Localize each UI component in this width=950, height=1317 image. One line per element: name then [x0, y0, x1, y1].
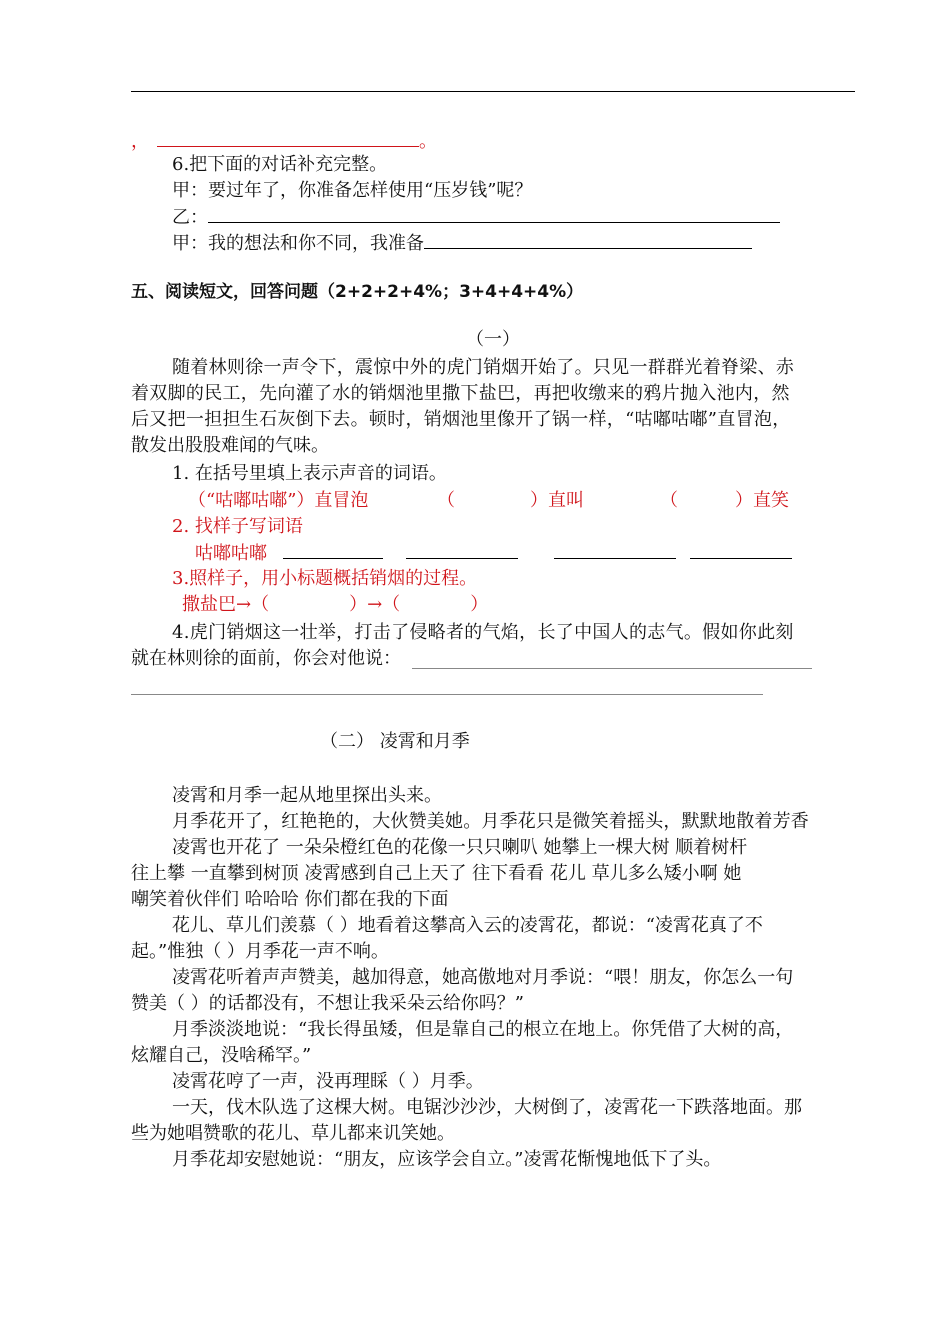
p1-q4-answer-rule-1[interactable]: [412, 668, 812, 669]
passage2-line-10: 月季淡淡地说：“我长得虽矮，但是靠自己的根立在地上。你凭借了大树的高，: [172, 1019, 794, 1040]
p1-q2-blank-4[interactable]: [690, 540, 792, 559]
p1-q2-blank-2[interactable]: [406, 540, 518, 559]
comma: ，: [131, 131, 149, 152]
p1-q1-item-2a: （: [437, 490, 455, 511]
p1-q4-line-1: 4.虎门销烟这一壮举，打击了侵略者的气焰，长了中国人的志气。假如你此刻: [172, 622, 794, 643]
passage1-line-2: 着双脚的民工，先向灌了水的销烟池里撒下盐巴，再把收缴来的鸦片抛入池内，然: [131, 383, 790, 404]
passage2-line-14: 些为她唱赞歌的花儿、草儿都来讥笑她。: [131, 1123, 455, 1144]
q6-title: 6.把下面的对话补充完整。: [172, 154, 388, 175]
passage2-line-9: 赞美（ ）的话都没有，不想让我采朵云给你吗？”: [131, 993, 524, 1014]
p1-q2-blank-1[interactable]: [283, 540, 383, 559]
passage2-line-6: 花儿、草儿们羡慕（ ）地看着这攀高入云的凌霄花，都说：“凌霄花真了不: [172, 915, 763, 936]
p1-q3: 3.照样子，用小标题概括销烟的过程。: [172, 568, 478, 589]
q6-jia1: 甲：要过年了，你准备怎样使用“压岁钱”呢？: [172, 180, 533, 201]
top-rule: [131, 91, 855, 92]
passage1-line-3: 后又把一担担生石灰倒下去。顿时，销烟池里像开了锅一样，“咕嘟咕嘟”直冒泡，: [131, 409, 791, 430]
p1-q3-end: ）: [470, 594, 489, 615]
p1-q1-item-1: （“咕嘟咕嘟”）直冒泡: [188, 490, 369, 511]
q6-yi: 乙：: [172, 207, 208, 228]
answer-line-red: [131, 128, 437, 155]
passage2-line-5: 嘲笑着伙伴们 哈哈哈 你们都在我的下面: [131, 889, 449, 910]
passage2-line-13: 一天，伐木队选了这棵大树。电锯沙沙沙，大树倒了，凌霄花一下跌落地面。那: [172, 1097, 802, 1118]
p1-q2: 2. 找样子写词语: [172, 516, 303, 537]
q6-jia2: 甲：我的想法和你不同，我准备: [172, 233, 424, 254]
p1-q1: 1. 在括号里填上表示声音的词语。: [172, 463, 447, 484]
passage2-line-11: 炫耀自己，没啥稀罕。”: [131, 1045, 312, 1066]
passage1-line-4: 散发出股股难闻的气味。: [131, 435, 329, 456]
passage2-line-15: 月季花却安慰她说：“朋友，应该学会自立。”凌霄花惭愧地低下了头。: [172, 1149, 722, 1170]
p1-q3-mid: ）→（: [349, 594, 401, 615]
p1-q2-row: [195, 540, 792, 567]
passage2-line-4: 往上攀 一直攀到树顶 凌霄感到自己上天了 往下看看 花儿 草儿多么矮小啊 她: [131, 863, 742, 884]
q6-yi-blank[interactable]: [208, 204, 780, 223]
p1-q2-blank-3[interactable]: [554, 540, 676, 559]
p1-q1-item-3b: ）直笑: [735, 490, 789, 511]
p1-q3-example: 撒盐巴→（: [182, 594, 270, 615]
p1-q4-line-2: [131, 646, 401, 672]
p1-q2-example: 咕嘟咕嘟: [195, 543, 267, 564]
passage1-line-1: 随着林则徐一声令下，震惊中外的虎门销烟开始了。只见一群群光着脊梁、赤: [172, 357, 795, 378]
passage2-heading: （二） 凌霄和月季: [320, 731, 470, 752]
passage2-line-2: 月季花开了，红艳艳的，大伙赞美她。月季花只是微笑着摇头，默默地散着芳香: [172, 811, 809, 832]
p1-q3-row: [182, 592, 488, 618]
p1-q1-item-2b: ）直叫: [530, 490, 584, 511]
passage1-heading: （一）: [466, 329, 520, 350]
q6-jia2-blank[interactable]: [424, 230, 752, 249]
q6-yi-line: [172, 204, 780, 231]
q6-jia2-line: [172, 230, 752, 257]
p1-q1-item-3a: （: [660, 490, 678, 511]
p1-q4-prompt: 就在林则徐的面前，你会对他说：: [131, 648, 401, 669]
section5-title: 五、阅读短文，回答问题（2+2+2+4%；3+4+4+4%）: [131, 282, 584, 302]
passage2-line-8: 凌霄花听着声声赞美，越加得意，她高傲地对月季说：“喂！朋友，你怎么一句: [172, 967, 794, 988]
passage2-line-12: 凌霄花哼了一声，没再理睬（ ）月季。: [172, 1071, 484, 1092]
passage2-line-3: 凌霄也开花了 一朵朵橙红色的花像一只只喇叭 她攀上一棵大树 顺着树杆: [172, 837, 748, 858]
passage2-line-1: 凌霄和月季一起从地里探出头来。: [172, 785, 442, 806]
answer-blank[interactable]: [157, 128, 419, 147]
period: 。: [419, 131, 437, 152]
p1-q4-answer-rule-2[interactable]: [131, 694, 763, 695]
passage2-line-7: 起。”惟独（ ）月季花一声不响。: [131, 941, 389, 962]
